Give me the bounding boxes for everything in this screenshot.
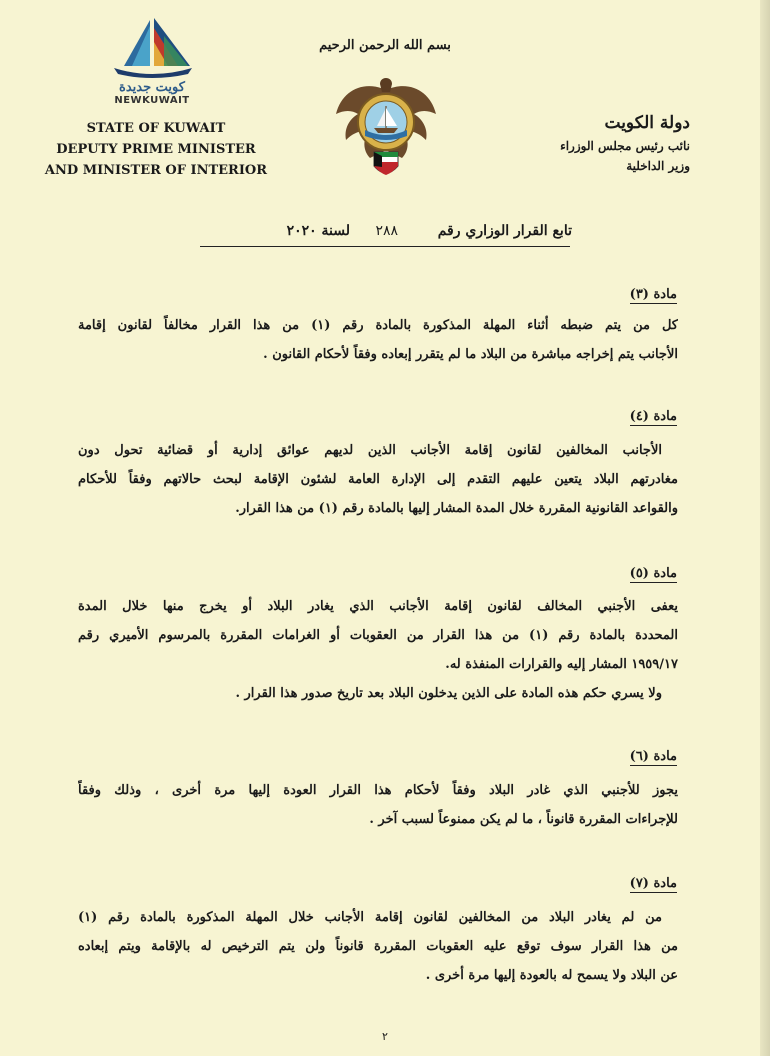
- article-3-line-2: الأجانب يتم إخراجه مباشرة من البلاد ما لم يتقرر إبعاده وفقاً لأحكام القانون .: [263, 347, 678, 362]
- article-6-line-2: للإجراءات المقررة قانوناً ، ما لم يكن ممنوعاً لسبب آخر .: [369, 812, 678, 827]
- english-letterhead: [40, 118, 272, 181]
- article-5-line-2: المحددة بالمادة رقم (١) من هذا القرار من العقوبات أو الغرامات المقررة بالمرسوم الأميري رقم: [78, 628, 678, 643]
- arabic-line-3: وزير الداخلية: [626, 159, 690, 173]
- arabic-line-2: نائب رئيس مجلس الوزراء: [560, 139, 690, 153]
- newkuwait-arabic: كويت جديدة: [119, 80, 185, 95]
- article-4-line-2: مغادرتهم البلاد يتعين عليهم التقدم إلى الإدارة العامة لشئون الإقامة لبحث حالاتهم وفقاً للأحكام: [78, 472, 678, 487]
- english-line-3: AND MINISTER OF INTERIOR: [44, 163, 268, 178]
- article-7-body: [78, 903, 678, 990]
- kuwait-emblem-icon: [334, 70, 438, 185]
- article-4-line-1: الأجانب المخالفين لقانون إقامة الأجانب الذين لديهم عوائق إدارية أو قضائية تحول دون: [78, 443, 662, 458]
- english-line-2: DEPUTY PRIME MINISTER: [56, 142, 256, 157]
- page-number: ٢: [382, 1030, 388, 1043]
- article-6-body: [78, 776, 678, 834]
- dhow-sail-icon: [104, 16, 200, 78]
- arabic-letterhead: [548, 110, 690, 176]
- arabic-line-1: دولة الكويت: [604, 113, 690, 133]
- article-6-heading: مادة (٦): [629, 749, 677, 764]
- basmala: بسم الله الرحمن الرحيم: [319, 38, 451, 53]
- article-7-line-1: من لم يغادر البلاد من المخالفين لقانون إقامة الأجانب خلال المهلة المذكورة بالمادة رقم (١): [78, 910, 662, 925]
- decision-number: ٢٨٨: [375, 223, 398, 239]
- article-7-line-2: من هذا القرار سوف توقع عليه العقوبات المقررة قانوناً ولن يتم الترخيص له بالإقامة ويتم إبعاده: [78, 939, 678, 954]
- title-underline: [200, 246, 570, 247]
- article-4-body: [78, 436, 678, 523]
- english-line-1: STATE OF KUWAIT: [86, 121, 226, 136]
- article-6-line-1: يجوز للأجنبي الذي غادر البلاد وفقاً لأحكام هذا القرار العودة إليها مرة أخرى ، وذلك وفقاً: [78, 783, 678, 798]
- decision-year: لسنة ٢٠٢٠: [286, 223, 350, 239]
- article-5-body: [78, 592, 678, 708]
- article-7-heading: مادة (٧): [629, 876, 677, 891]
- article-3-heading: مادة (٣): [629, 287, 677, 302]
- page-edge: [760, 0, 770, 1056]
- article-5-line-4: ولا يسري حكم هذه المادة على الذين يدخلون البلاد بعد تاريخ صدور هذا القرار .: [235, 686, 662, 701]
- newkuwait-latin: NEWKUWAIT: [114, 95, 190, 106]
- article-4-line-3: والقواعد القانونية المقررة خلال المدة المشار إليها بالمادة رقم (١) من هذا القرار.: [235, 501, 678, 516]
- article-4-heading: مادة (٤): [629, 409, 677, 424]
- article-7-line-3: عن البلاد ولا يسمح له بالعودة إليها مرة أخرى .: [425, 968, 678, 983]
- article-5-line-3: ١٩٥٩/١٧ المشار إليه والقرارات المنفذة له.: [445, 657, 678, 672]
- article-5-heading: مادة (٥): [629, 566, 677, 581]
- decision-title: [200, 223, 572, 245]
- decision-label: تابع القرار الوزاري رقم: [437, 223, 572, 239]
- newkuwait-logo: [104, 16, 200, 106]
- article-3-line-1: كل من يتم ضبطه أثناء المهلة المذكورة بالمادة رقم (١) من هذا القرار مخالفاً لقانون إقامة: [78, 318, 678, 333]
- article-3-body: [78, 311, 678, 369]
- article-5-line-1: يعفى الأجنبي المخالف لقانون إقامة الأجانب الذي يغادر البلاد أو يخرج منها خلال المدة: [78, 599, 678, 614]
